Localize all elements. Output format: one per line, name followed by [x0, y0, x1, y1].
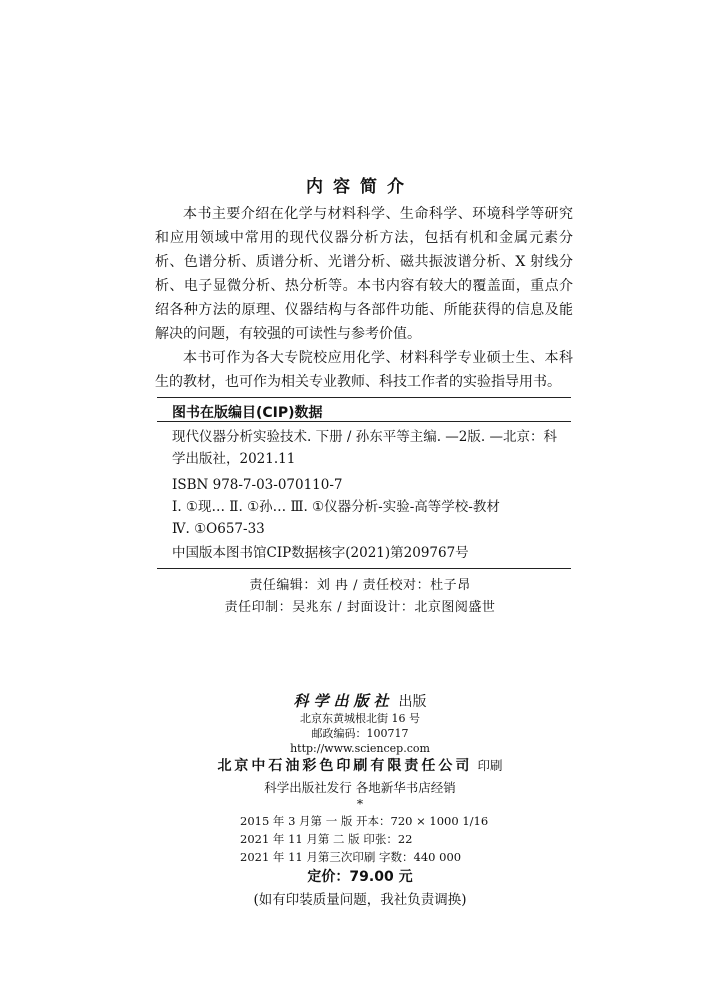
price: 定价：79.00 元	[307, 869, 413, 885]
cip-isbn	[172, 474, 562, 496]
printer-line	[0, 755, 720, 775]
cip-number-text: 中国版本图书馆CIP数据核字(2021)第209767号	[172, 545, 469, 561]
summary-paragraph: 本书主要介绍在化学与材料科学、生命科学、环境科学等研究和应用领域中常用的现代仪器分析方法，包括有机和金属元素分析、色谱分析、质谱分析、光谱分析、磁共振波谱分析、X 射线分析、电子显微分析、热分析等。本书内容有较大的覆盖面，重点介绍各种方法的原理、仪器结构与各部件功能、所能获得的信息及能解决的问题，有较强的可读性与参考价值。	[155, 206, 573, 342]
cip-bibliographic	[172, 426, 562, 470]
cip-subjects	[172, 496, 562, 540]
cip-subject-line: Ⅳ. ①O657-33	[172, 521, 265, 537]
cip-heading: 图书在版编目(CIP)数据	[172, 405, 323, 421]
edition-line: 2015 年 3 月第 一 版 开本：720 × 1000 1/16	[240, 814, 489, 828]
publisher-name: 科学出版社	[293, 692, 394, 710]
summary-title: 内容简介	[306, 177, 414, 197]
summary-paragraph: 本书可作为各大专院校应用化学、材料科学专业硕士生、本科生的教材，也可作为相关专业教师、科技工作者的实验指导用书。	[155, 350, 573, 390]
quality-note: (如有印装质量问题，我社负责调换)	[253, 892, 467, 908]
summary-body	[155, 202, 573, 394]
divider-cip-heading	[157, 421, 571, 422]
separator-asterisk: *	[356, 796, 364, 811]
publisher-line	[0, 690, 720, 711]
distribution-line: 科学出版社发行 各地新华书店经销	[264, 780, 456, 795]
cip-subject-line: Ⅰ. ①现… Ⅱ. ①孙… Ⅲ. ①仪器分析-实验-高等学校-教材	[172, 499, 500, 515]
divider-top	[157, 397, 571, 398]
credits-line: 责任印制：吴兆东 / 封面设计：北京图阅盛世	[224, 600, 496, 615]
cip-bibliographic-text: 现代仪器分析实验技术. 下册 / 孙东平等主编. —2版. —北京：科学出版社，2021.11	[172, 429, 557, 467]
edition-line: 2021 年 11 月第三次印刷 字数：440 000	[240, 850, 462, 864]
publisher-suffix: 出版	[398, 694, 427, 710]
printer-suffix: 印刷	[477, 758, 503, 773]
divider-cip-bottom	[157, 568, 571, 569]
printer-name: 北京中石油彩色印刷有限责任公司	[217, 758, 473, 774]
cip-isbn-text: ISBN 978-7-03-070110-7	[172, 477, 343, 493]
cip-number	[172, 542, 562, 564]
publisher-postcode: 邮政编码：100717	[311, 727, 409, 740]
edition-line: 2021 年 11 月第 二 版 印张：22	[240, 832, 413, 846]
credits-line: 责任编辑：刘 冉 / 责任校对：杜子昂	[249, 578, 471, 593]
publisher-url: http://www.sciencep.com	[290, 742, 430, 755]
publisher-address: 北京东黄城根北街 16 号	[300, 712, 420, 725]
